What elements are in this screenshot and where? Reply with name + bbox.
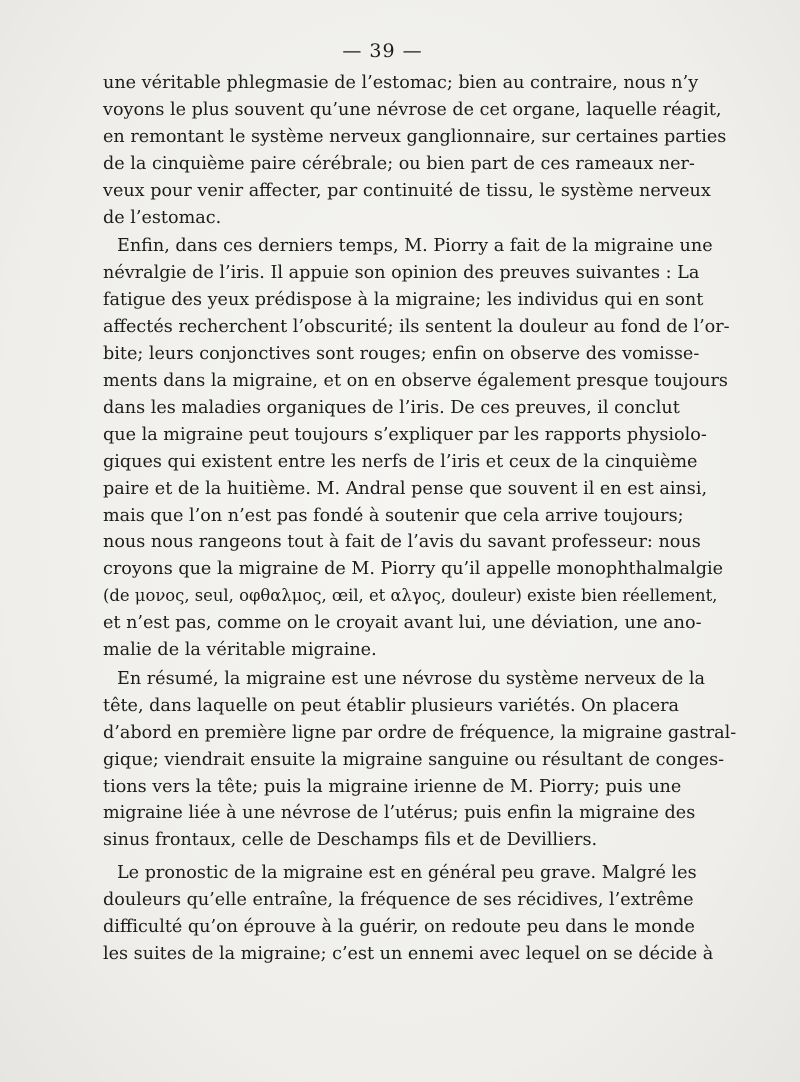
text-line: veux pour venir affecter, par continuité de tissu, le système nerveux — [103, 180, 711, 201]
text-line: et n’est pas, comme on le croyait avant lui, une déviation, une ano- — [103, 613, 702, 634]
text-line: fatigue des yeux prédispose à la migraine; les individus qui en sont — [103, 290, 704, 311]
text-line: d’abord en première ligne par ordre de fréquence, la migraine gastral- — [103, 722, 737, 743]
text-line: tête, dans laquelle on peut établir plusieurs variétés. On placera — [103, 695, 680, 716]
text-line: paire et de la huitième. M. Andral pense que souvent il en est ainsi, — [103, 478, 708, 499]
paragraph — [103, 666, 737, 854]
text-line: ments dans la migraine, et on en observe également presque toujours — [103, 370, 728, 391]
text-line: difficulté qu’on éprouve à la guérir, on redoute peu dans le monde — [103, 917, 695, 938]
page-number: — 39 — — [342, 40, 423, 62]
text-line: (de μονος, seul, οφθαλμος, œil, et αλγος, douleur) existe bien réellement, — [103, 586, 718, 606]
text-line: voyons le plus souvent qu’une névrose de cet organe, laquelle réagit, — [103, 99, 722, 120]
text-line: de l’estomac. — [103, 207, 222, 228]
text-line: de la cinquième paire cérébrale; ou bien part de ces rameaux ner- — [103, 153, 695, 174]
text-line: en remontant le système nerveux ganglionnaire, sur certaines parties — [103, 126, 727, 147]
text-line: Enfin, dans ces derniers temps, M. Piorry a fait de la migraine une — [117, 236, 713, 257]
text-line: dans les maladies organiques de l’iris. De ces preuves, il conclut — [103, 397, 680, 418]
text-line: Le pronostic de la migraine est en général peu grave. Malgré les — [117, 863, 697, 884]
text-line: nous nous rangeons tout à fait de l’avis du savant professeur: nous — [103, 532, 701, 553]
text-line: gique; viendrait ensuite la migraine sanguine ou résultant de conges- — [103, 749, 725, 770]
paragraph — [103, 70, 727, 231]
text-line: que la migraine peut toujours s’expliquer par les rapports physiolo- — [103, 424, 707, 445]
text-line: bite; leurs conjonctives sont rouges; enfin on observe des vomisse- — [103, 344, 700, 365]
text-line: malie de la véritable migraine. — [103, 640, 377, 661]
text-line: croyons que la migraine de M. Piorry qu’il appelle monophthalmalgie — [103, 559, 724, 580]
text-line: tions vers la tête; puis la migraine irienne de M. Piorry; puis une — [103, 776, 682, 797]
text-line: mais que l’on n’est pas fondé à soutenir que cela arrive toujours; — [103, 505, 684, 526]
text-line: une véritable phlegmasie de l’estomac; bien au contraire, nous n’y — [103, 73, 699, 93]
paragraph — [103, 233, 730, 664]
text-line: les suites de la migraine; c’est un ennemi avec lequel on se décide à — [103, 944, 714, 964]
text-line: migraine liée à une névrose de l’utérus; puis enfin la migraine des — [103, 803, 696, 824]
text-line: névralgie de l’iris. Il appuie son opinion des preuves suivantes : La — [103, 263, 700, 284]
text-line: sinus frontaux, celle de Deschamps fils et de Devilliers. — [103, 830, 598, 851]
body-text — [103, 70, 737, 968]
text-line: giques qui existent entre les nerfs de l’iris et ceux de la cinquième — [103, 451, 698, 472]
paragraph — [103, 860, 714, 968]
text-line: En résumé, la migraine est une névrose du système nerveux de la — [117, 668, 705, 689]
text-line: douleurs qu’elle entraîne, la fréquence de ses récidives, l’extrême — [103, 890, 694, 911]
text-line: affectés recherchent l’obscurité; ils sentent la douleur au fond de l’or- — [103, 317, 730, 338]
